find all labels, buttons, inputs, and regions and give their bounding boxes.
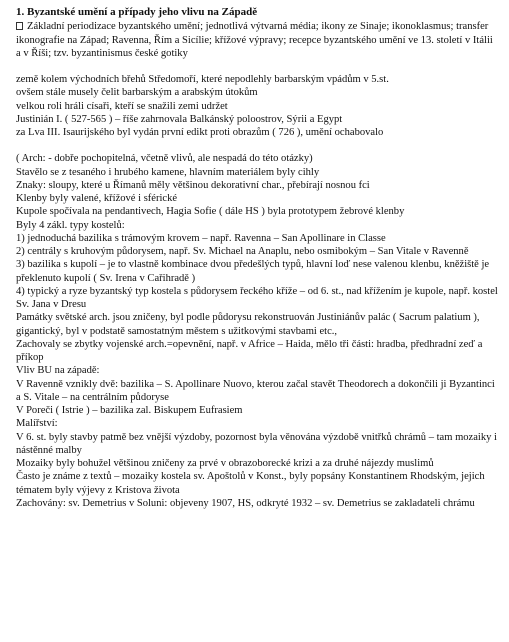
text-line: Byly 4 zákl. typy kostelů: (16, 219, 125, 231)
text-line: 2) centrály s kruhovým půdorysem, např. Sv. Michael na Anaplu, nebo osmibokým – San Vitale v Ravenně (16, 246, 469, 257)
text-line: Stavělo se z tesaného i hrubého kamene, hlavním materiálem byly cihly (16, 166, 320, 178)
text-line: Justinián I. ( 527-565 ) – říše zahrnovala Balkánský poloostrov, Sýrii a Egypt (16, 113, 343, 125)
text-line: Zachovaly se zbytky vojenské arch.=opevnění, např. v Africe – Haida, mělo tři části: hradba, předhradní zeď a příkop (16, 338, 483, 363)
text-line: 1) jednoduchá bazilika s trámovým krovem – např. Ravenna – San Apollinare in Classe (16, 232, 386, 244)
text-line: Kupole spočívala na pendantivech, Hagia Sofie ( dále HS ) byla prototypem žebrové klenby (16, 206, 405, 218)
text-line: velkou roli hráli císaři, kteří se snažili zemi udržet (16, 100, 228, 112)
text-line: ( Arch: - dobře pochopitelná, včetně vlivů, ale nespadá do této otázky) (16, 153, 313, 165)
text-line: Vliv BU na západě: (16, 365, 100, 377)
text-line: za Lva III. Isaurijského byl vydán první edikt proti obrazům ( 726 ), umění ochabovalo (16, 127, 384, 138)
text-line: Často je známe z textů – mozaiky kostela sv. Apoštolů v Konst., byly popsány Konstantinem Rhodským, jejich tématem byly výjevy z Kristova života (16, 471, 485, 496)
text-line: Malířství: (16, 418, 58, 430)
paragraph-gap (16, 60, 499, 73)
intro-paragraph (16, 20, 499, 60)
history-block (16, 73, 499, 139)
document-heading: 1. Byzantské umění a případy jeho vlivu na Západě (16, 6, 258, 18)
text-line: Zachovány: sv. Demetrius v Soluni: objeveny 1907, HS, odkryté 1932 – sv. Demetrius se zakladateli chrámu (16, 497, 475, 509)
text-line: ovšem stále musely čelit barbarským a arabským útokům (16, 87, 258, 99)
architecture-block (16, 152, 499, 510)
text-line: Mozaiky byly bohužel většinou zničeny za prvé v obrazoborecké krizi a za druhé nájezdy muslimů (16, 458, 434, 469)
intro-text: Základní periodizace byzantského umění; jednotlivá výtvarná média; ikony ze Sinaje; ikonoklasmus; transfer ikonografie na Západ; Ravenna, Řím a Sicílie; křížové výpravy; recepce byzantského umění ve 13. století v Itálii a v Říši; tzv. byzantinismus české gotiky (16, 21, 493, 59)
text-line: Památky světské arch. jsou zničeny, byl podle půdorysu rekonstruován Justiniánův palác ( Sacrum palatium ), gigantický, byl v podstatě samostatným městem s užitkovými stavbami etc., (16, 312, 480, 337)
text-line: Klenby byly valené, křížové i sférické (16, 193, 178, 204)
text-line: Znaky: sloupy, které u Římanů měly většinou dekorativní char., přebírají nosnou fci (16, 179, 370, 191)
text-line: V 6. st. byly stavby patmě bez vnější výzdoby, pozornost byla věnována výzdobě vnitřků chrámů – tam mozaiky i nástěnné malby (16, 431, 497, 456)
bullet-box-icon (16, 22, 23, 30)
text-line: 3) bazilika s kupolí – je to vlastně kombinace dvou předešlých typů, hlavní loď nese valenou klenbu, kněžiště je překlenuto kupolí ( Sv. Irena v Cařihradě ) (16, 259, 490, 284)
text-line: V Ravenně vznikly dvě: bazilika – S. Apollinare Nuovo, kterou začal stavět Theodorech a dokončili ji Byzantinci a S. Vitale – na centrálním půdoryse (16, 378, 495, 403)
text-line: V Poreči ( Istrie ) – bazilika zal. Biskupem Eufrasiem (16, 405, 243, 416)
text-line: země kolem východních břehů Středomoří, které nepodlehly barbarským vpádům v 5.st. (16, 74, 389, 85)
paragraph-gap (16, 139, 499, 152)
text-line: 4) typický a ryze byzantský typ kostela s půdorysem řeckého kříže – od 6. st., nad křížením je kupole, např. kostel Sv. Jana v Dresu (16, 285, 498, 310)
